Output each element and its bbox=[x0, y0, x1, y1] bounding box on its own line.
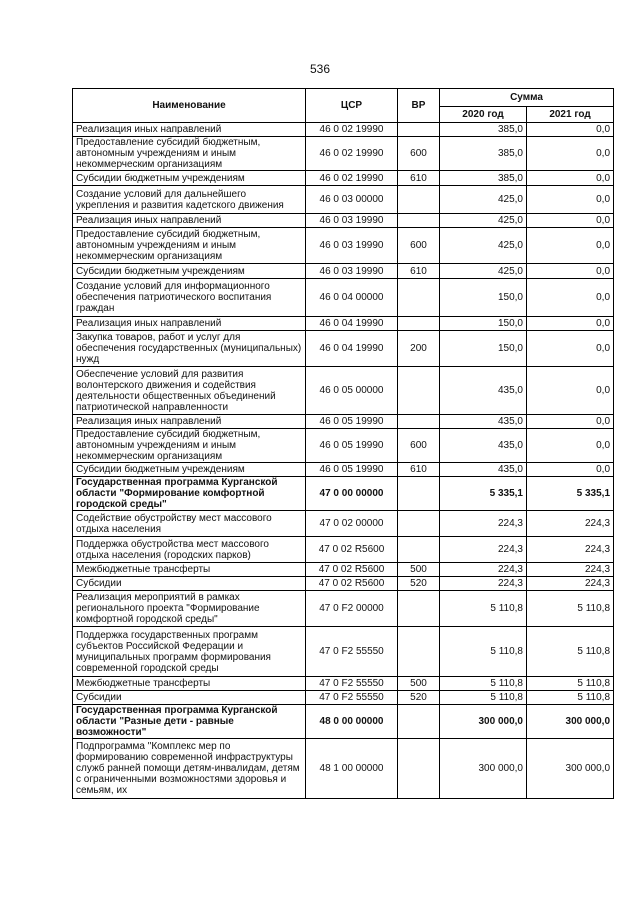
table-row bbox=[73, 627, 614, 677]
table-row bbox=[73, 228, 614, 264]
row-vr bbox=[398, 511, 440, 537]
table-row bbox=[73, 279, 614, 317]
table-row bbox=[73, 415, 614, 429]
table-row bbox=[73, 463, 614, 477]
row-sum-2021: 224,3 bbox=[527, 577, 614, 591]
row-csr: 46 0 02 19990 bbox=[306, 137, 398, 171]
row-sum-2020: 5 110,8 bbox=[440, 691, 527, 705]
row-sum-2020: 5 110,8 bbox=[440, 627, 527, 677]
row-vr bbox=[398, 214, 440, 228]
row-sum-2021: 0,0 bbox=[527, 463, 614, 477]
row-sum-2020: 425,0 bbox=[440, 186, 527, 214]
row-csr: 46 0 04 19990 bbox=[306, 331, 398, 367]
row-csr: 46 0 04 19990 bbox=[306, 317, 398, 331]
row-csr: 47 0 F2 55550 bbox=[306, 691, 398, 705]
row-name: Содействие обустройству мест массового отдыха населения bbox=[73, 511, 306, 537]
row-csr: 48 0 00 00000 bbox=[306, 705, 398, 739]
row-vr: 520 bbox=[398, 691, 440, 705]
row-csr: 47 0 02 R5600 bbox=[306, 577, 398, 591]
row-name: Предоставление субсидий бюджетным, автономным учреждениям и иным некоммерческим организациям bbox=[73, 429, 306, 463]
row-csr: 47 0 F2 00000 bbox=[306, 591, 398, 627]
row-name: Субсидии бюджетным учреждениям bbox=[73, 264, 306, 279]
row-name: Государственная программа Курганской области "Формирование комфортной городской среды" bbox=[73, 477, 306, 511]
row-sum-2021: 300 000,0 bbox=[527, 705, 614, 739]
row-sum-2021: 0,0 bbox=[527, 214, 614, 228]
table-row bbox=[73, 123, 614, 137]
row-name: Субсидии bbox=[73, 577, 306, 591]
row-sum-2020: 5 110,8 bbox=[440, 591, 527, 627]
table-row bbox=[73, 137, 614, 171]
row-name: Поддержка обустройства мест массового отдыха населения (городских парков) bbox=[73, 537, 306, 563]
table-row bbox=[73, 171, 614, 186]
budget-table bbox=[72, 88, 614, 799]
row-vr bbox=[398, 415, 440, 429]
row-name: Реализация иных направлений bbox=[73, 123, 306, 137]
row-vr: 610 bbox=[398, 171, 440, 186]
table-row bbox=[73, 705, 614, 739]
table-row bbox=[73, 739, 614, 799]
row-sum-2021: 300 000,0 bbox=[527, 739, 614, 799]
row-sum-2021: 0,0 bbox=[527, 331, 614, 367]
row-vr bbox=[398, 627, 440, 677]
header-vr: ВР bbox=[398, 89, 440, 123]
row-sum-2020: 300 000,0 bbox=[440, 705, 527, 739]
row-name: Межбюджетные трансферты bbox=[73, 677, 306, 691]
row-name: Государственная программа Курганской области "Разные дети - равные возможности" bbox=[73, 705, 306, 739]
row-vr: 500 bbox=[398, 677, 440, 691]
row-vr: 610 bbox=[398, 463, 440, 477]
row-vr bbox=[398, 537, 440, 563]
table-row bbox=[73, 577, 614, 591]
row-vr bbox=[398, 591, 440, 627]
table-row bbox=[73, 317, 614, 331]
row-sum-2020: 150,0 bbox=[440, 317, 527, 331]
row-name: Предоставление субсидий бюджетным, автономным учреждениям и иным некоммерческим организациям bbox=[73, 228, 306, 264]
row-vr: 610 bbox=[398, 264, 440, 279]
row-csr: 47 0 02 R5600 bbox=[306, 537, 398, 563]
row-csr: 46 0 05 19990 bbox=[306, 415, 398, 429]
row-sum-2021: 0,0 bbox=[527, 186, 614, 214]
row-sum-2020: 385,0 bbox=[440, 137, 527, 171]
row-vr: 600 bbox=[398, 228, 440, 264]
row-sum-2020: 150,0 bbox=[440, 279, 527, 317]
table-row bbox=[73, 691, 614, 705]
row-sum-2020: 224,3 bbox=[440, 563, 527, 577]
row-csr: 46 0 05 19990 bbox=[306, 429, 398, 463]
row-sum-2021: 0,0 bbox=[527, 429, 614, 463]
table-row bbox=[73, 591, 614, 627]
row-vr: 520 bbox=[398, 577, 440, 591]
row-vr: 200 bbox=[398, 331, 440, 367]
row-name: Поддержка государственных программ субъектов Российской Федерации и муниципальных программ формирования современной городской среды bbox=[73, 627, 306, 677]
row-name: Создание условий для дальнейшего укрепления и развития кадетского движения bbox=[73, 186, 306, 214]
row-sum-2021: 0,0 bbox=[527, 317, 614, 331]
row-name: Субсидии бюджетным учреждениям bbox=[73, 463, 306, 477]
row-sum-2021: 5 110,8 bbox=[527, 627, 614, 677]
row-vr bbox=[398, 123, 440, 137]
table-row bbox=[73, 537, 614, 563]
table-row bbox=[73, 563, 614, 577]
row-sum-2021: 0,0 bbox=[527, 415, 614, 429]
row-sum-2020: 425,0 bbox=[440, 214, 527, 228]
row-sum-2021: 0,0 bbox=[527, 367, 614, 415]
row-sum-2021: 224,3 bbox=[527, 511, 614, 537]
row-csr: 46 0 03 19990 bbox=[306, 214, 398, 228]
table-row bbox=[73, 677, 614, 691]
row-csr: 46 0 03 19990 bbox=[306, 264, 398, 279]
row-csr: 46 0 03 00000 bbox=[306, 186, 398, 214]
row-name: Обеспечение условий для развития волонтерского движения и содействия деятельности общественных объединений патриотической направленности bbox=[73, 367, 306, 415]
row-name: Реализация иных направлений bbox=[73, 317, 306, 331]
row-csr: 47 0 02 00000 bbox=[306, 511, 398, 537]
row-csr: 46 0 02 19990 bbox=[306, 123, 398, 137]
table-row bbox=[73, 214, 614, 228]
row-sum-2020: 224,3 bbox=[440, 511, 527, 537]
row-csr: 46 0 05 00000 bbox=[306, 367, 398, 415]
row-sum-2021: 0,0 bbox=[527, 264, 614, 279]
row-sum-2020: 385,0 bbox=[440, 171, 527, 186]
row-name: Субсидии бюджетным учреждениям bbox=[73, 171, 306, 186]
table-row bbox=[73, 477, 614, 511]
row-sum-2020: 5 335,1 bbox=[440, 477, 527, 511]
row-csr: 46 0 03 19990 bbox=[306, 228, 398, 264]
row-csr: 47 0 F2 55550 bbox=[306, 677, 398, 691]
row-name: Создание условий для информационного обеспечения патриотического воспитания граждан bbox=[73, 279, 306, 317]
row-vr bbox=[398, 739, 440, 799]
row-csr: 46 0 05 19990 bbox=[306, 463, 398, 477]
row-csr: 46 0 04 00000 bbox=[306, 279, 398, 317]
row-sum-2021: 224,3 bbox=[527, 563, 614, 577]
row-csr: 46 0 02 19990 bbox=[306, 171, 398, 186]
row-csr: 48 1 00 00000 bbox=[306, 739, 398, 799]
header-year-2021: 2021 год bbox=[527, 107, 614, 123]
row-csr: 47 0 00 00000 bbox=[306, 477, 398, 511]
row-vr bbox=[398, 317, 440, 331]
table-row bbox=[73, 367, 614, 415]
row-sum-2021: 5 335,1 bbox=[527, 477, 614, 511]
row-sum-2020: 435,0 bbox=[440, 463, 527, 477]
row-sum-2021: 224,3 bbox=[527, 537, 614, 563]
table-row bbox=[73, 264, 614, 279]
row-vr: 600 bbox=[398, 137, 440, 171]
row-vr bbox=[398, 279, 440, 317]
header-sum: Сумма bbox=[440, 89, 614, 107]
row-sum-2020: 385,0 bbox=[440, 123, 527, 137]
row-vr bbox=[398, 477, 440, 511]
table-row bbox=[73, 511, 614, 537]
row-sum-2021: 5 110,8 bbox=[527, 677, 614, 691]
page-number: 536 bbox=[309, 62, 331, 76]
row-vr bbox=[398, 186, 440, 214]
row-csr: 47 0 F2 55550 bbox=[306, 627, 398, 677]
row-vr: 500 bbox=[398, 563, 440, 577]
row-sum-2021: 0,0 bbox=[527, 123, 614, 137]
table-body bbox=[73, 123, 614, 799]
header-csr: ЦСР bbox=[306, 89, 398, 123]
row-csr: 47 0 02 R5600 bbox=[306, 563, 398, 577]
row-sum-2020: 425,0 bbox=[440, 264, 527, 279]
row-name: Межбюджетные трансферты bbox=[73, 563, 306, 577]
row-vr bbox=[398, 367, 440, 415]
table-row bbox=[73, 186, 614, 214]
row-sum-2020: 435,0 bbox=[440, 367, 527, 415]
row-sum-2020: 435,0 bbox=[440, 415, 527, 429]
row-name: Реализация иных направлений bbox=[73, 415, 306, 429]
row-sum-2020: 224,3 bbox=[440, 537, 527, 563]
row-sum-2021: 0,0 bbox=[527, 279, 614, 317]
row-sum-2020: 300 000,0 bbox=[440, 739, 527, 799]
row-name: Реализация мероприятий в рамках регионального проекта "Формирование комфортной городской среды" bbox=[73, 591, 306, 627]
table-row bbox=[73, 331, 614, 367]
row-sum-2021: 0,0 bbox=[527, 171, 614, 186]
row-sum-2020: 5 110,8 bbox=[440, 677, 527, 691]
row-sum-2020: 150,0 bbox=[440, 331, 527, 367]
row-sum-2021: 0,0 bbox=[527, 228, 614, 264]
row-vr bbox=[398, 705, 440, 739]
row-name: Реализация иных направлений bbox=[73, 214, 306, 228]
row-name: Субсидии bbox=[73, 691, 306, 705]
row-sum-2021: 5 110,8 bbox=[527, 691, 614, 705]
row-sum-2020: 435,0 bbox=[440, 429, 527, 463]
header-year-2020: 2020 год bbox=[440, 107, 527, 123]
row-vr: 600 bbox=[398, 429, 440, 463]
row-sum-2020: 425,0 bbox=[440, 228, 527, 264]
header-name: Наименование bbox=[73, 89, 306, 123]
table-row bbox=[73, 429, 614, 463]
row-name: Закупка товаров, работ и услуг для обеспечения государственных (муниципальных) нужд bbox=[73, 331, 306, 367]
row-sum-2020: 224,3 bbox=[440, 577, 527, 591]
row-name: Подпрограмма "Комплекс мер по формированию современной инфраструктуры служб ранней помощи детям-инвалидам, детям с ограниченными возможностями здоровья и семьям, их bbox=[73, 739, 306, 799]
row-sum-2021: 0,0 bbox=[527, 137, 614, 171]
row-sum-2021: 5 110,8 bbox=[527, 591, 614, 627]
row-name: Предоставление субсидий бюджетным, автономным учреждениям и иным некоммерческим организациям bbox=[73, 137, 306, 171]
